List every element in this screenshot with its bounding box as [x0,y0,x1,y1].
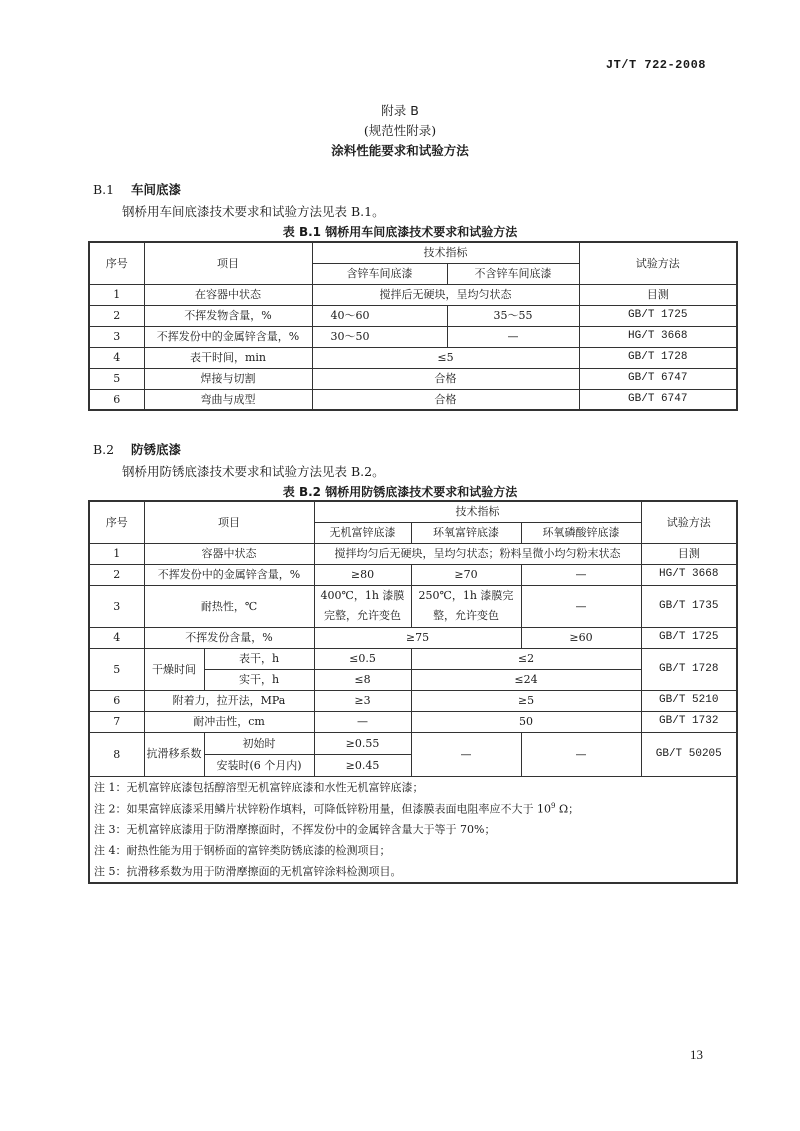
cell-value: — [521,732,641,776]
header-item: 项目 [144,501,314,543]
table-row [89,284,737,305]
cell-value: ≥0.45 [314,754,411,776]
header-non-zinc-shop-primer: 不含锌车间底漆 [447,263,579,284]
cell-item: 抗滑移系数 [144,732,204,776]
cell-item: 不挥发物含量，% [144,305,312,326]
cell-value: — [521,564,641,585]
page-number: 13 [690,1047,703,1062]
header-epoxy-zinc-rich: 环氧富锌底漆 [411,522,521,543]
header-epoxy-zinc-phosphate: 环氧磷酸锌底漆 [521,522,641,543]
cell-value: 30～50 [312,326,447,347]
cell-method: GB/T 5210 [641,690,737,711]
cell-value: ≥60 [521,627,641,648]
note-4: 注 4：耐热性能为用于钢桥面的富锌类防锈底漆的检测项目； [89,840,737,861]
appendix-heading: 涂料性能要求和试验方法 [331,143,469,158]
cell-value: ≥70 [411,564,521,585]
header-seq: 序号 [89,242,144,284]
cell-item: 弯曲与成型 [144,389,312,410]
cell-value: 搅拌均匀后无硬块，呈均匀状态；粉料呈微小均匀粉末状态 [314,543,641,564]
cell-item: 表干时间，min [144,347,312,368]
appendix-title: 附录 B [381,103,419,118]
cell-seq: 7 [89,711,144,732]
cell-subitem: 表干，h [204,648,314,669]
cell-item: 在容器中状态 [144,284,312,305]
note-2-suffix: Ω； [555,802,580,816]
table-row [89,368,737,389]
header-zinc-shop-primer: 含锌车间底漆 [312,263,447,284]
table-row [89,711,737,732]
cell-seq: 1 [89,543,144,564]
cell-value: 40～60 [312,305,447,326]
cell-value: — [314,711,411,732]
cell-method: GB/T 50205 [641,732,737,776]
table-row [89,389,737,410]
table-b1 [88,241,738,411]
cell-value: ≤2 [411,648,641,669]
cell-value: ≤24 [411,669,641,690]
note-row [89,840,737,861]
table-row [89,690,737,711]
note-5: 注 5：抗滑移系数为用于防滑摩擦面的无机富锌涂料检测项目。 [89,861,737,883]
cell-value: 50 [411,711,641,732]
cell-method: GB/T 1728 [579,347,737,368]
cell-method: 目测 [641,543,737,564]
cell-subitem: 安装时(6 个月内) [204,754,314,776]
cell-value: ≤8 [314,669,411,690]
table-b2 [88,500,738,884]
cell-value: ≥5 [411,690,641,711]
cell-item: 耐冲击性，cm [144,711,314,732]
cell-value: 250℃，1h 漆膜完整，允许变色 [411,585,521,627]
cell-method: HG/T 3668 [579,326,737,347]
cell-seq: 3 [89,585,144,627]
cell-value: ≥75 [314,627,521,648]
note-row [89,819,737,840]
cell-item: 干燥时间 [144,648,204,690]
section-number: B.1 [93,182,115,197]
note-2 [89,798,737,819]
note-row [89,798,737,819]
note-1: 注 1：无机富锌底漆包括醇溶型无机富锌底漆和水性无机富锌底漆； [89,776,737,798]
cell-method: GB/T 1728 [641,648,737,690]
table-row [89,347,737,368]
cell-subitem: 初始时 [204,732,314,754]
cell-seq: 6 [89,389,144,410]
cell-item: 不挥发份含量，% [144,627,314,648]
cell-value: — [521,585,641,627]
cell-seq: 5 [89,648,144,690]
note-row [89,776,737,798]
cell-item: 不挥发份中的金属锌含量，% [144,564,314,585]
section-number: B.2 [93,442,115,457]
table-row [89,732,737,754]
cell-method: GB/T 6747 [579,368,737,389]
cell-method: GB/T 1735 [641,585,737,627]
cell-item: 耐热性，℃ [144,585,314,627]
cell-item: 附着力，拉开法，MPa [144,690,314,711]
section-b1-paragraph: 钢桥用车间底漆技术要求和试验方法见表 B.1。 [122,204,385,219]
cell-value: ≥0.55 [314,732,411,754]
header-seq: 序号 [89,501,144,543]
cell-value: ≥80 [314,564,411,585]
table-row [89,543,737,564]
cell-seq: 4 [89,347,144,368]
table-b2-caption: 表 B.2 钢桥用防锈底漆技术要求和试验方法 [282,485,518,499]
cell-method: GB/T 1725 [641,627,737,648]
cell-value: — [411,732,521,776]
cell-seq: 2 [89,564,144,585]
standard-code: JT/T 722-2008 [605,58,706,72]
table-row [89,648,737,669]
table-row [89,564,737,585]
cell-value: 35～55 [447,305,579,326]
section-title: 车间底漆 [131,182,182,197]
table-b1-caption: 表 B.1 钢桥用车间底漆技术要求和试验方法 [282,225,518,239]
cell-method: GB/T 1725 [579,305,737,326]
cell-value: 合格 [312,389,579,410]
section-b2-heading [93,440,181,458]
cell-method: 目测 [579,284,737,305]
cell-item: 容器中状态 [144,543,314,564]
cell-value: 搅拌后无硬块，呈均匀状态 [312,284,579,305]
cell-item: 不挥发份中的金属锌含量，% [144,326,312,347]
cell-subitem: 实干，h [204,669,314,690]
header-method: 试验方法 [641,501,737,543]
cell-seq: 3 [89,326,144,347]
header-tech-index: 技术指标 [314,501,641,522]
table-row [89,305,737,326]
note-2-superscript: 9 [551,802,556,811]
appendix-subtitle: (规范性附录) [363,123,437,138]
table-row [89,326,737,347]
cell-method: GB/T 6747 [579,389,737,410]
cell-value: ≥3 [314,690,411,711]
header-item: 项目 [144,242,312,284]
cell-value: — [447,326,579,347]
cell-method: GB/T 1732 [641,711,737,732]
cell-seq: 5 [89,368,144,389]
note-row [89,861,737,883]
cell-value: 合格 [312,368,579,389]
cell-seq: 1 [89,284,144,305]
cell-item: 焊接与切割 [144,368,312,389]
cell-seq: 4 [89,627,144,648]
header-method: 试验方法 [579,242,737,284]
cell-seq: 6 [89,690,144,711]
cell-method: HG/T 3668 [641,564,737,585]
section-b1-heading [93,180,181,198]
note-2-text: 注 2：如果富锌底漆采用鳞片状锌粉作填料，可降低锌粉用量，但漆膜表面电阻率应不大于 10 [94,802,551,816]
cell-value: ≤0.5 [314,648,411,669]
cell-seq: 2 [89,305,144,326]
header-tech-index: 技术指标 [312,242,579,263]
header-inorganic-zinc-rich: 无机富锌底漆 [314,522,411,543]
note-3: 注 3：无机富锌底漆用于防滑摩擦面时，不挥发份中的金属锌含量大于等于 70%； [89,819,737,840]
cell-value: ≤5 [312,347,579,368]
table-row [89,585,737,627]
section-b2-paragraph: 钢桥用防锈底漆技术要求和试验方法见表 B.2。 [122,464,385,479]
section-title: 防锈底漆 [131,442,182,457]
cell-value: 400℃，1h 漆膜完整，允许变色 [314,585,411,627]
table-row [89,627,737,648]
cell-seq: 8 [89,732,144,776]
